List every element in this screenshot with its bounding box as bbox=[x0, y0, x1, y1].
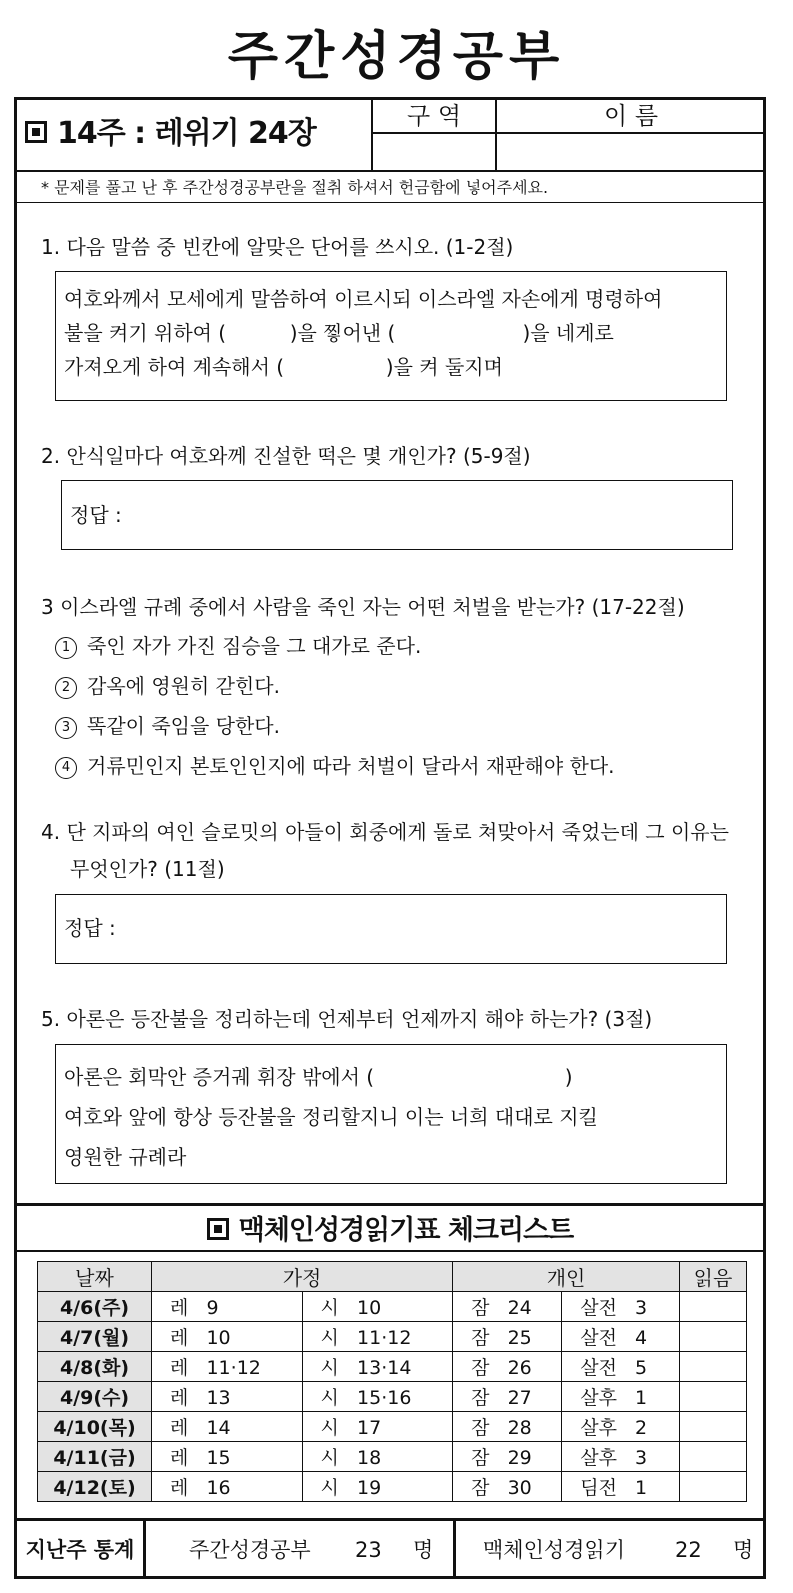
read-checkbox[interactable] bbox=[680, 1322, 747, 1352]
family-reading-2: 시 17 bbox=[302, 1412, 453, 1442]
option-text: 감옥에 영원히 갇힌다. bbox=[87, 674, 280, 698]
read-checkbox[interactable] bbox=[680, 1382, 747, 1412]
worksheet-frame bbox=[14, 97, 766, 1579]
study-label: 주간성경공부 bbox=[189, 1538, 311, 1562]
answer-label: 정답 : bbox=[70, 503, 122, 527]
table-header-row bbox=[38, 1262, 747, 1292]
date-cell: 4/12(토) bbox=[38, 1472, 152, 1502]
date-cell: 4/11(금) bbox=[38, 1442, 152, 1472]
family-reading-1: 레 10 bbox=[152, 1322, 303, 1352]
answer-label: 정답 : bbox=[64, 916, 116, 940]
question-4-answer-box[interactable] bbox=[55, 894, 727, 964]
square-bullet-icon bbox=[25, 121, 47, 143]
header-personal: 개인 bbox=[453, 1262, 680, 1292]
table-row bbox=[38, 1412, 747, 1442]
name-label: 이 름 bbox=[497, 100, 765, 134]
question-3: 3 이스라엘 규례 중에서 사람을 죽인 자는 어떤 처벌을 받는가? (17-22절) bbox=[41, 595, 685, 619]
instruction-note: * 문제를 풀고 난 후 주간성경공부란을 절취 하셔서 헌금함에 넣어주세요. bbox=[41, 178, 549, 197]
read-checkbox[interactable] bbox=[680, 1472, 747, 1502]
question-1-passage-box bbox=[55, 271, 727, 401]
read-checkbox[interactable] bbox=[680, 1352, 747, 1382]
table-row bbox=[38, 1472, 747, 1502]
checklist-title bbox=[17, 1208, 763, 1247]
passage-line: 아론은 회막안 증거궤 휘장 밖에서 ( ) bbox=[64, 1065, 573, 1089]
passage-line: 영원한 규례라 bbox=[64, 1145, 187, 1169]
stats-divider bbox=[453, 1521, 456, 1579]
reading-label: 맥체인성경읽기 bbox=[483, 1538, 626, 1562]
family-reading-1: 레 14 bbox=[152, 1412, 303, 1442]
option-text: 거류민인지 본토인인지에 따라 처벌이 달라서 재판해야 한다. bbox=[87, 754, 615, 778]
section-divider bbox=[17, 1203, 763, 1206]
read-checkbox[interactable] bbox=[680, 1292, 747, 1322]
area-label: 구 역 bbox=[373, 100, 497, 134]
family-reading-1: 레 13 bbox=[152, 1382, 303, 1412]
area-name-grid bbox=[371, 100, 765, 170]
passage-line: 가져오게 하여 계속해서 ( )을 켜 둘지며 bbox=[64, 355, 503, 379]
header-family: 가정 bbox=[152, 1262, 453, 1292]
passage-line: 여호와께서 모세에게 말씀하여 이르시되 이스라엘 자손에게 명령하여 bbox=[64, 287, 663, 311]
personal-reading-1: 잠 29 bbox=[453, 1442, 562, 1472]
personal-reading-2: 살전 3 bbox=[562, 1292, 680, 1322]
personal-reading-1: 잠 30 bbox=[453, 1472, 562, 1502]
personal-reading-2: 살전 4 bbox=[562, 1322, 680, 1352]
checklist-table bbox=[37, 1261, 747, 1502]
personal-reading-2: 딤전 1 bbox=[562, 1472, 680, 1502]
section-divider bbox=[17, 1250, 763, 1252]
personal-reading-2: 살후 1 bbox=[562, 1382, 680, 1412]
question-5-passage-box bbox=[55, 1044, 727, 1184]
passage-line: 불을 켜기 위하여 ( )을 찧어낸 ( )을 네게로 bbox=[64, 321, 614, 345]
option-3[interactable] bbox=[55, 710, 280, 739]
area-field[interactable] bbox=[373, 134, 497, 170]
option-text: 죽인 자가 가진 짐승을 그 대가로 준다. bbox=[87, 634, 422, 658]
family-reading-2: 시 10 bbox=[302, 1292, 453, 1322]
study-count: 23 bbox=[355, 1538, 382, 1562]
question-1: 1. 다음 말씀 중 빈칸에 알맞은 단어를 쓰시오. (1-2절) bbox=[41, 235, 514, 259]
family-reading-2: 시 13·14 bbox=[302, 1352, 453, 1382]
worksheet-header bbox=[17, 100, 763, 172]
question-2-answer-box[interactable] bbox=[61, 480, 733, 550]
date-cell: 4/9(수) bbox=[38, 1382, 152, 1412]
table-row bbox=[38, 1442, 747, 1472]
circled-number: 2 bbox=[55, 677, 77, 699]
option-4[interactable] bbox=[55, 750, 615, 779]
circled-number: 4 bbox=[55, 757, 77, 779]
last-week-stats bbox=[17, 1518, 763, 1579]
study-unit: 명 bbox=[413, 1538, 434, 1562]
date-cell: 4/10(목) bbox=[38, 1412, 152, 1442]
circled-number: 3 bbox=[55, 717, 77, 739]
circled-number: 1 bbox=[55, 637, 77, 659]
stats-label: 지난주 통계 bbox=[17, 1521, 146, 1579]
header-date: 날짜 bbox=[38, 1262, 152, 1292]
family-reading-2: 시 18 bbox=[302, 1442, 453, 1472]
table-row bbox=[38, 1292, 747, 1322]
square-bullet-icon bbox=[207, 1218, 229, 1240]
header-read: 읽음 bbox=[680, 1262, 747, 1292]
reading-unit: 명 bbox=[733, 1538, 754, 1562]
personal-reading-2: 살전 5 bbox=[562, 1352, 680, 1382]
personal-reading-2: 살후 2 bbox=[562, 1412, 680, 1442]
table-row bbox=[38, 1382, 747, 1412]
date-cell: 4/8(화) bbox=[38, 1352, 152, 1382]
name-field[interactable] bbox=[497, 134, 765, 170]
option-text: 똑같이 죽임을 당한다. bbox=[87, 714, 280, 738]
personal-reading-1: 잠 27 bbox=[453, 1382, 562, 1412]
family-reading-2: 시 19 bbox=[302, 1472, 453, 1502]
table-row bbox=[38, 1322, 747, 1352]
personal-reading-1: 잠 28 bbox=[453, 1412, 562, 1442]
family-reading-2: 시 11·12 bbox=[302, 1322, 453, 1352]
passage-line: 여호와 앞에 항상 등잔불을 정리할지니 이는 너희 대대로 지킬 bbox=[64, 1105, 598, 1129]
question-2: 2. 안식일마다 여호와께 진설한 떡은 몇 개인가? (5-9절) bbox=[41, 444, 531, 468]
personal-reading-1: 잠 25 bbox=[453, 1322, 562, 1352]
date-cell: 4/7(월) bbox=[38, 1322, 152, 1352]
question-5: 5. 아론은 등잔불을 정리하는데 언제부터 언제까지 해야 하는가? (3절) bbox=[41, 1007, 653, 1031]
checklist-title-text: 맥체인성경읽기표 체크리스트 bbox=[238, 1215, 574, 1246]
family-reading-2: 시 15·16 bbox=[302, 1382, 453, 1412]
date-cell: 4/6(주) bbox=[38, 1292, 152, 1322]
option-1[interactable] bbox=[55, 630, 421, 659]
family-reading-1: 레 16 bbox=[152, 1472, 303, 1502]
reading-count: 22 bbox=[675, 1538, 702, 1562]
question-4: 4. 단 지파의 여인 슬로밋의 아들이 회중에게 돌로 쳐맞아서 죽었는데 그 이유는 bbox=[41, 820, 729, 844]
table-row bbox=[38, 1352, 747, 1382]
page-title: 주간성경공부 bbox=[227, 27, 566, 87]
question-4-continued: 무엇인가? (11절) bbox=[70, 857, 225, 881]
family-reading-1: 레 15 bbox=[152, 1442, 303, 1472]
personal-reading-1: 잠 26 bbox=[453, 1352, 562, 1382]
personal-reading-1: 잠 24 bbox=[453, 1292, 562, 1322]
option-2[interactable] bbox=[55, 670, 280, 699]
divider bbox=[17, 202, 763, 203]
family-reading-1: 레 9 bbox=[152, 1292, 303, 1322]
read-checkbox[interactable] bbox=[680, 1412, 747, 1442]
personal-reading-2: 살후 3 bbox=[562, 1442, 680, 1472]
week-title: 14주 : 레위기 24장 bbox=[57, 116, 316, 151]
family-reading-1: 레 11·12 bbox=[152, 1352, 303, 1382]
week-heading bbox=[25, 108, 316, 152]
read-checkbox[interactable] bbox=[680, 1442, 747, 1472]
